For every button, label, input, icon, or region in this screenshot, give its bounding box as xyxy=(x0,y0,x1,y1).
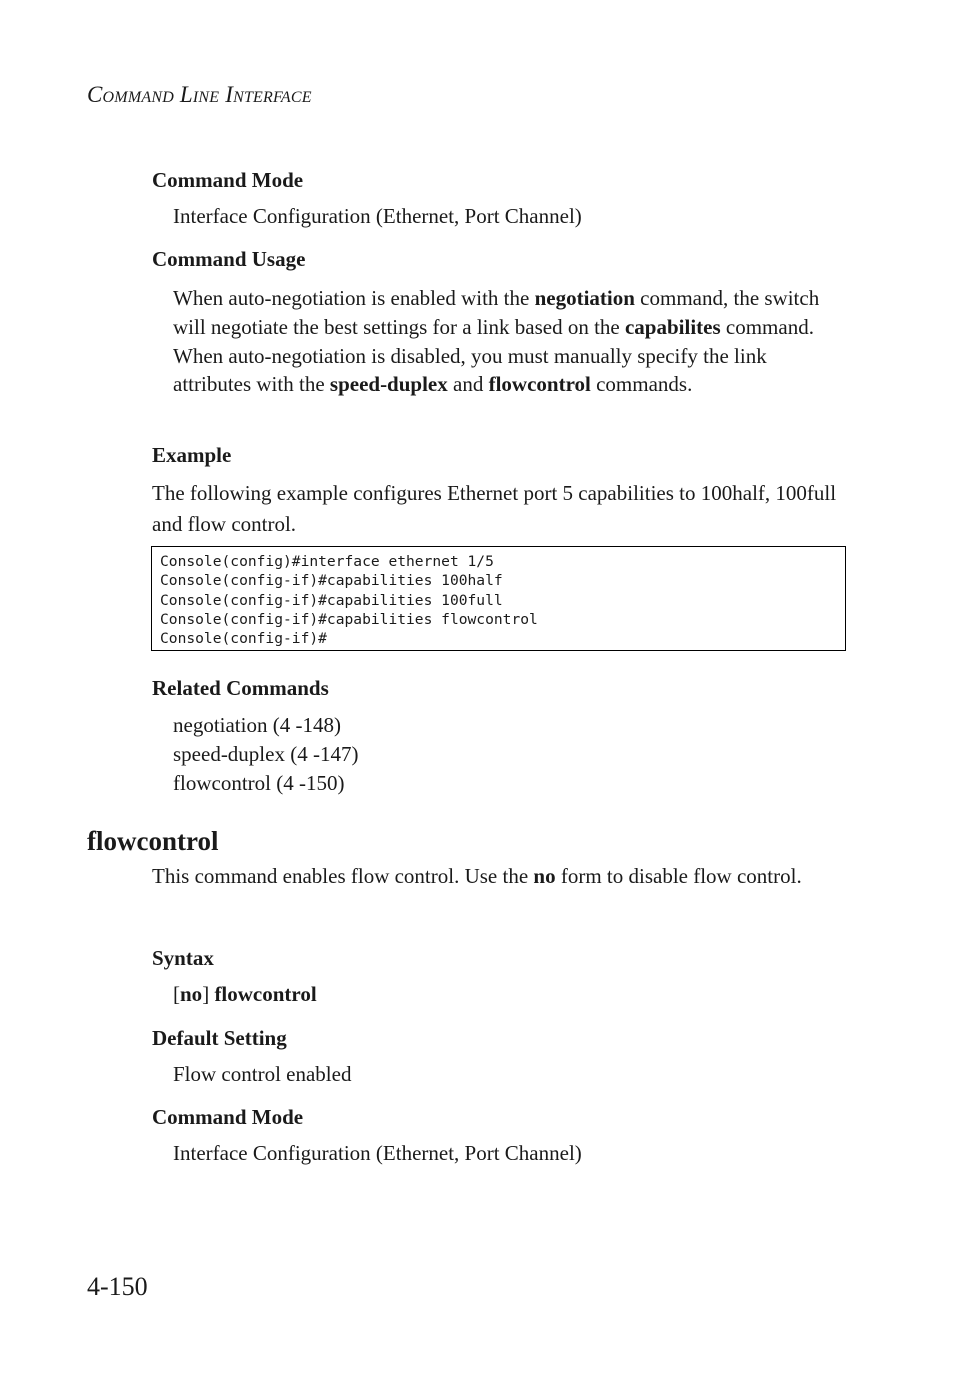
command-mode-heading: Command Mode xyxy=(152,168,304,192)
no-keyword: no xyxy=(533,864,556,888)
code-line: Console(config-if)#capabilities flowcontrol xyxy=(160,610,538,628)
example-text: The following example configures Ethernet port 5 capabilities to 100half, 100full and flow control. xyxy=(152,481,837,536)
command-mode-text-2: Interface Configuration (Ethernet, Port Channel) xyxy=(173,1141,582,1165)
related-command-item: speed-duplex (4 -147) xyxy=(173,742,359,766)
code-line: Console(config-if)#capabilities 100half xyxy=(160,572,503,590)
flowcontrol-intro: This command enables flow control. Use the no form to disable flow control. xyxy=(152,864,802,888)
code-line: Console(config-if)# xyxy=(160,630,327,648)
running-header: Command Line Interface xyxy=(87,82,312,107)
related-command-item: flowcontrol (4 -150) xyxy=(173,771,345,795)
capabilites-keyword: capabilites xyxy=(624,314,721,339)
speed-duplex-keyword: speed-duplex xyxy=(329,372,448,397)
command-usage-text: When auto-negotiation is enabled with the negotiation command, the switch will negotiate the best settings for a link based on the capabilites command. When auto-negotiation is disabled, you must manually specify the link attributes with the speed-duplex and flowcontrol commands. xyxy=(173,286,820,397)
example-heading: Example xyxy=(152,443,232,467)
default-setting-heading: Default Setting xyxy=(152,1026,287,1050)
related-command-item: negotiation (4 -148) xyxy=(173,713,341,737)
section-title: flowcontrol xyxy=(87,826,219,856)
syntax-heading: Syntax xyxy=(152,946,214,970)
default-setting-text: Flow control enabled xyxy=(173,1062,352,1086)
code-example xyxy=(151,546,846,651)
page-number: 4-150 xyxy=(87,1272,148,1301)
command-mode-heading-2: Command Mode xyxy=(152,1105,304,1129)
syntax-text: [no] flowcontrol xyxy=(173,982,317,1006)
related-commands-list xyxy=(173,711,358,798)
negotiation-keyword: negotiation xyxy=(534,286,635,310)
flowcontrol-keyword: flowcontrol xyxy=(488,372,591,397)
command-usage-heading: Command Usage xyxy=(152,247,306,271)
code-line: Console(config)#interface ethernet 1/5 xyxy=(160,553,494,570)
related-commands-heading: Related Commands xyxy=(152,676,329,700)
command-mode-text: Interface Configuration (Ethernet, Port Channel) xyxy=(173,204,582,228)
code-line: Console(config-if)#capabilities 100full xyxy=(160,591,503,609)
